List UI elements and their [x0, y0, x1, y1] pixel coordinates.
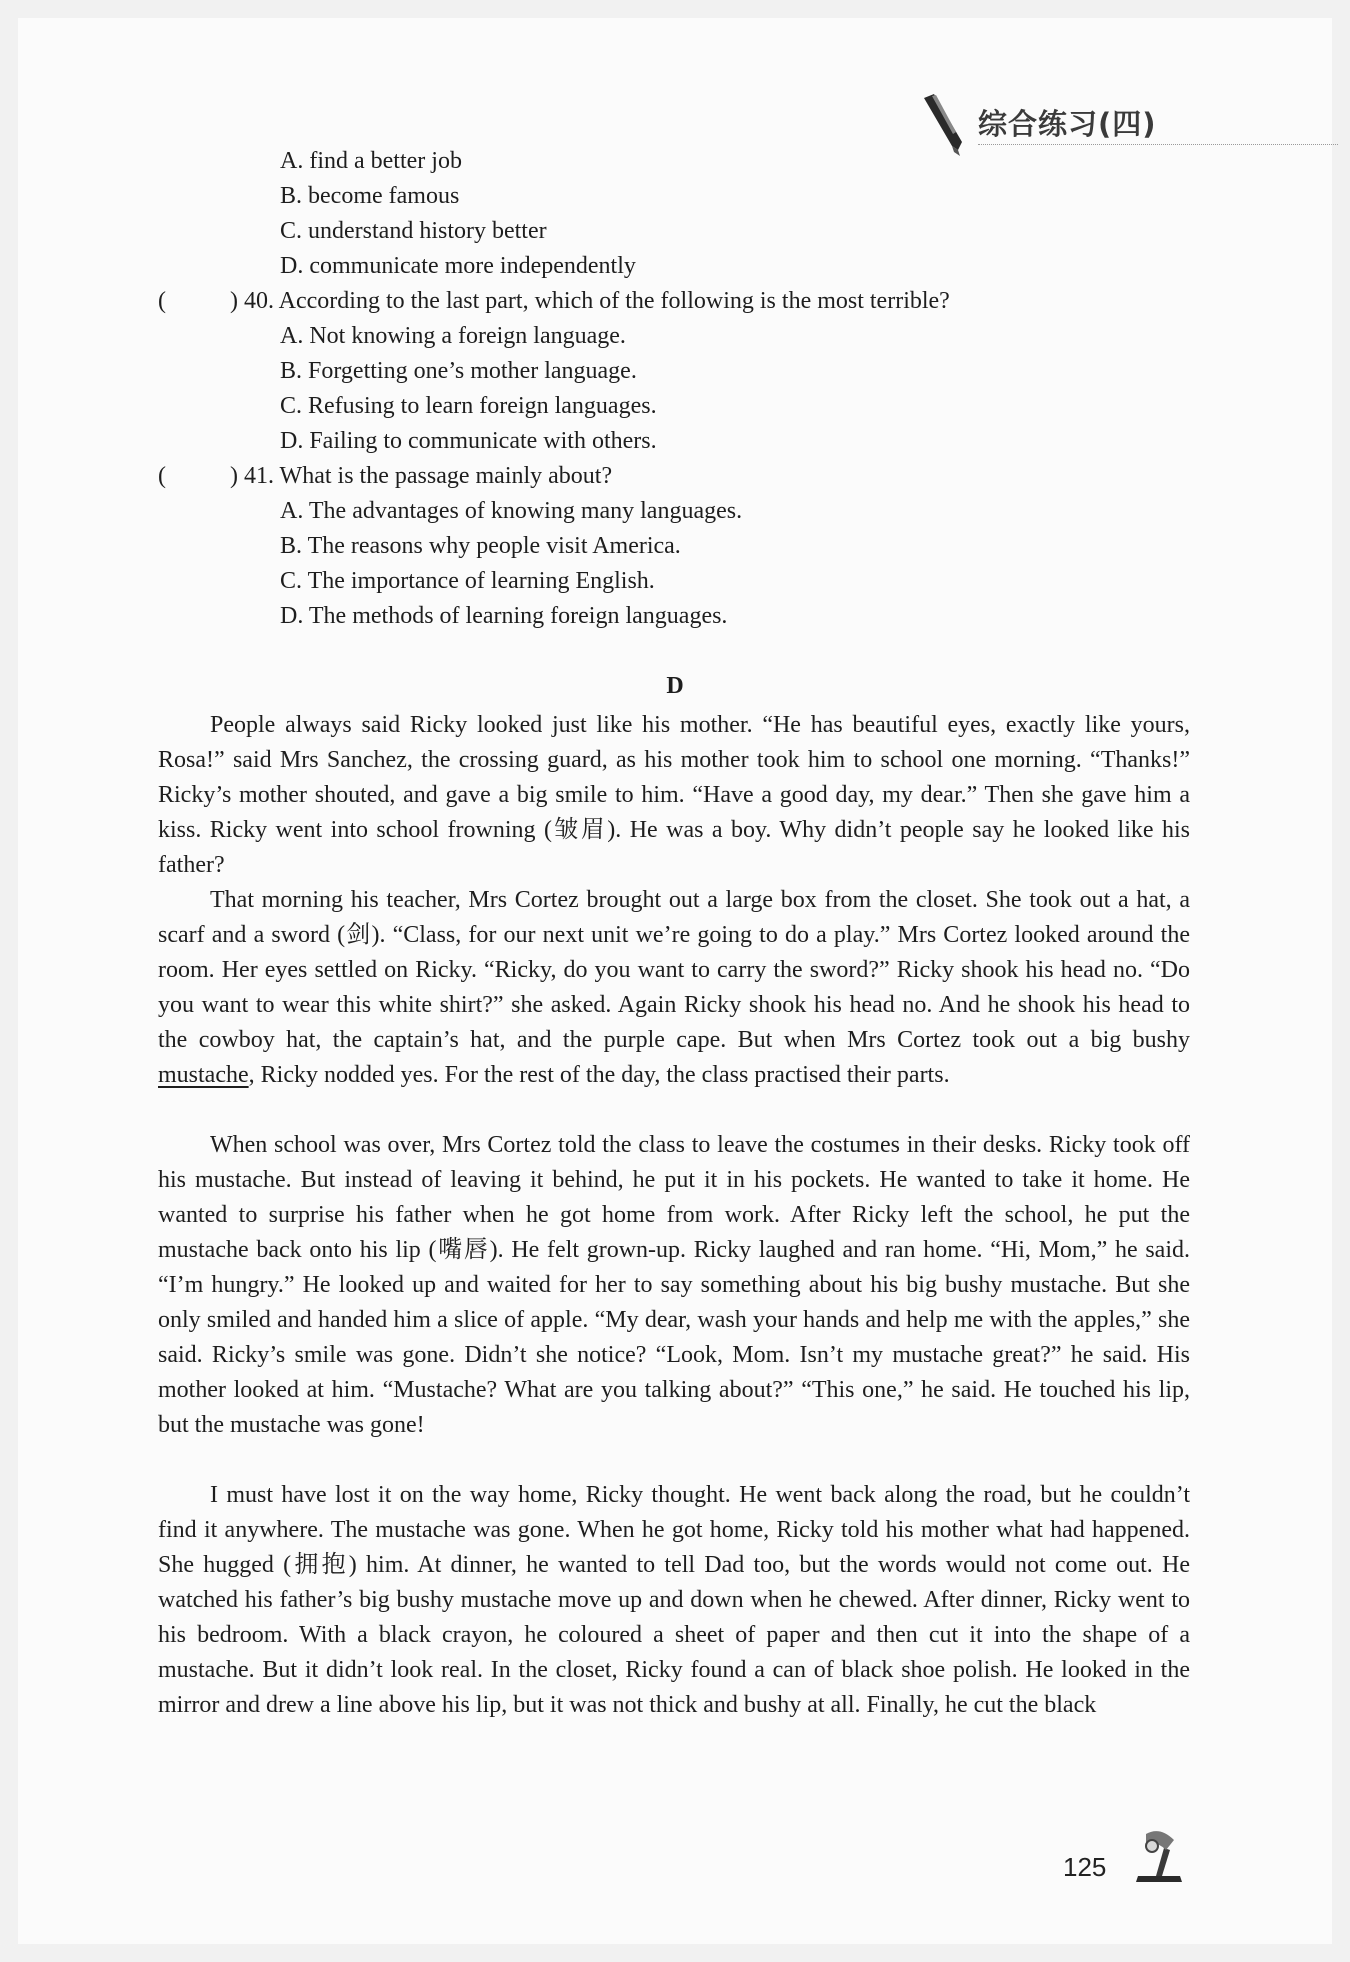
paragraph-3: When school was over, Mrs Cortez told the class to leave the costumes in their desks. Ricky took off his mustache. But instead of leaving it behind, he put it in his pockets. He wanted to take it home. He wanted to surprise his father when he got home from work. After Ricky left the school, he put the mustache back onto his lip (嘴唇). He felt grown-up. Ricky laughed and ran home. “Hi, Mom,” he said. “I’m hungry.” He looked up and waited for her to say something about his big bushy mustache. But she only smiled and handed him a slice of apple. “My dear, wash your hands and help me with the apples,” she said. Ricky’s smile was gone. Didn’t she notice? “Look, Mom. Isn’t my mustache great?” he said. His mother looked at him. “Mustache? What are you talking about?” “This one,” he said. He touched his lip, but the mustache was gone!: [158, 1132, 1190, 1438]
q39-option-d: D. communicate more independently: [280, 253, 636, 279]
header-divider: [978, 144, 1338, 145]
paragraph-2-text-start: That morning his teacher, Mrs Cortez brought out a large box from the closet. She took out a hat, a scarf and a sword (剑). “Class, for our next unit we’re going to do a play.” Mrs Cortez looked around the room. Her eyes settled on Ricky. “Ricky, do you want to carry the sword?” Ricky shook his head no. “Do you want to wear this white shirt?” she asked. Again Ricky shook his head no. And he shook his head to the cowboy hat, the captain’s hat, and the purple cape. But when Mrs Cortez took out a big bushy: [158, 887, 1190, 1053]
q41-option-a: A. The advantages of knowing many languages.: [280, 498, 743, 524]
q40-option-a: A. Not knowing a foreign language.: [280, 323, 626, 349]
question-text: ) 40. According to the last part, which of the following is the most terrible?: [230, 288, 950, 314]
question-text: ) 41. What is the passage mainly about?: [230, 463, 613, 489]
paragraph-1: People always said Ricky looked just like his mother. “He has beautiful eyes, exactly like yours, Rosa!” said Mrs Sanchez, the crossing guard, as his mother took him to school one morning. “Thanks!” Ricky’s mother shouted, and gave a big smile to him. “Have a good day, my dear.” Then she gave him a kiss. Ricky went into school frowning (皱眉). He was a boy. Why didn’t people say he looked like his father?: [158, 712, 1190, 878]
page-header: [918, 88, 1338, 154]
pen-icon: [918, 92, 974, 158]
underlined-word: mustache: [158, 1062, 249, 1088]
page-number: 125: [1063, 1852, 1107, 1882]
q40-option-d: D. Failing to communicate with others.: [280, 428, 657, 454]
q39-option-b: B. become famous: [280, 183, 460, 209]
paragraph-4: I must have lost it on the way home, Ricky thought. He went back along the road, but he couldn’t find it anywhere. The mustache was gone. When he got home, Ricky told his mother what had happened. She hugged (拥抱) him. At dinner, he wanted to tell Dad too, but the words would not come out. He watched his father’s big bushy mustache move up and down when he chewed. After dinner, Ricky went to his bedroom. With a black crayon, he coloured a sheet of paper and then cut it into the shape of a mustache. But it didn’t look real. In the closet, Ricky found a can of black shoe polish. He looked in the mirror and drew a line above his lip, but it was not thick and bushy at all. Finally, he cut the black: [158, 1482, 1190, 1718]
q40-option-b: B. Forgetting one’s mother language.: [280, 358, 637, 384]
q40-option-c: C. Refusing to learn foreign languages.: [280, 393, 657, 419]
question-40: [158, 284, 950, 319]
lamp-icon: [1126, 1826, 1192, 1886]
paragraph-2-text-end: , Ricky nodded yes. For the rest of the day, the class practised their parts.: [248, 1062, 950, 1088]
section-title: 综合练习(四): [978, 107, 1157, 141]
answer-blank: (: [158, 463, 166, 489]
q41-option-b: B. The reasons why people visit America.: [280, 533, 681, 559]
paragraph-2: [158, 883, 1190, 1093]
q41-option-c: C. The importance of learning English.: [280, 568, 655, 594]
passage-heading: D: [666, 673, 684, 699]
q39-option-a: A. find a better job: [280, 148, 462, 174]
question-41: [158, 459, 612, 494]
q41-option-d: D. The methods of learning foreign languages.: [280, 603, 728, 629]
workbook-page: [18, 18, 1332, 1944]
q39-option-c: C. understand history better: [280, 218, 547, 244]
answer-blank: (: [158, 288, 166, 314]
